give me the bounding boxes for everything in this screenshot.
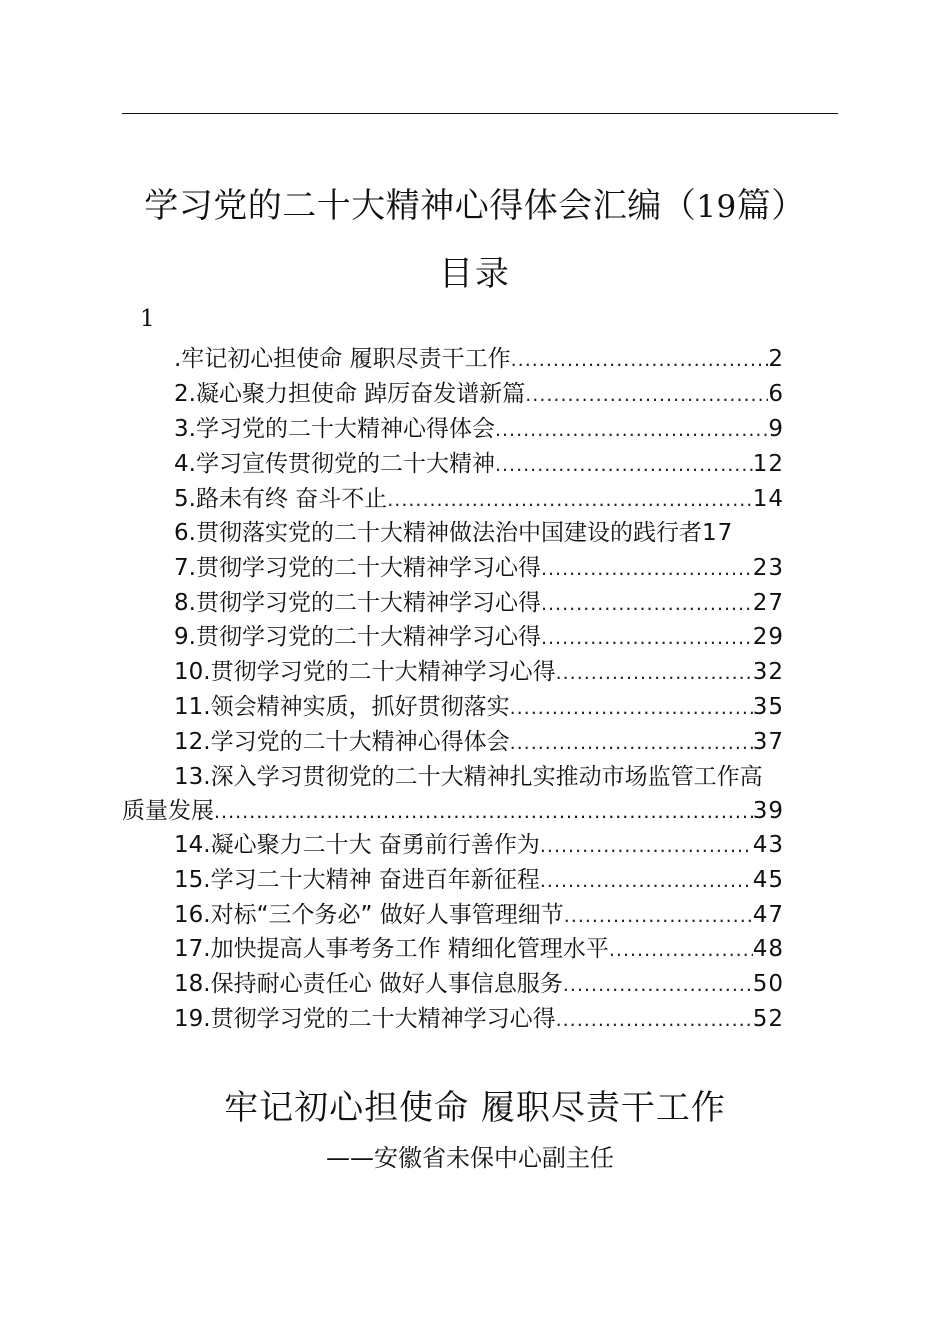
toc-entry-wrapped-line2[interactable] bbox=[122, 792, 784, 825]
toc-entry-page: 50 bbox=[752, 971, 784, 997]
toc-entry[interactable] bbox=[174, 340, 784, 374]
toc-entry[interactable] bbox=[174, 549, 784, 583]
toc-entry-page: 17 bbox=[701, 520, 734, 546]
toc-entry-page: 39 bbox=[752, 798, 784, 824]
toc-leader bbox=[563, 974, 753, 996]
toc-entry-title: .牢记初心担使命 履职尽责干工作 bbox=[174, 346, 511, 372]
toc-entry-wrapped-line1[interactable]: 13.深入学习贯彻党的二十大精神扎实推动市场监管工作高 bbox=[174, 764, 763, 790]
toc-entry-title: 4.学习宣传贯彻党的二十大精神 bbox=[174, 451, 495, 477]
toc-entry-page: 48 bbox=[752, 936, 784, 962]
toc-entry-page: 43 bbox=[752, 832, 784, 858]
toc-lead-number: 1 bbox=[140, 306, 155, 332]
toc-entry-title: 19.贯彻学习党的二十大精神学习心得 bbox=[174, 1006, 556, 1032]
toc-entry[interactable] bbox=[174, 653, 784, 687]
toc-entry-title: 11.领会精神实质，抓好贯彻落实 bbox=[174, 694, 510, 720]
toc-entry-title: 3.学习党的二十大精神心得体会 bbox=[174, 416, 495, 442]
toc-entry-title: 8.贯彻学习党的二十大精神学习心得 bbox=[174, 590, 541, 616]
toc-entry[interactable] bbox=[174, 826, 784, 860]
toc-entry[interactable] bbox=[174, 618, 784, 652]
toc-leader bbox=[564, 905, 753, 927]
toc-heading: 目录 bbox=[439, 254, 511, 294]
toc-entry-page: 23 bbox=[752, 555, 784, 581]
toc-entry-page: 45 bbox=[752, 867, 784, 893]
toc-leader bbox=[387, 489, 752, 511]
document-title bbox=[0, 178, 950, 227]
toc-entry-page: 14 bbox=[752, 486, 784, 512]
toc-entry-title: 10.贯彻学习党的二十大精神学习心得 bbox=[174, 659, 556, 685]
toc-entry-title: 14.凝心聚力二十大 奋勇前行善作为 bbox=[174, 832, 540, 858]
toc-entry[interactable] bbox=[174, 410, 784, 444]
toc-entry-title: 15.学习二十大精神 奋进百年新征程 bbox=[174, 867, 540, 893]
toc-leader bbox=[495, 419, 768, 441]
toc-entry-page: 2 bbox=[768, 346, 784, 372]
toc-entry-title: 16.对标“三个务必” 做好人事管理细节 bbox=[174, 902, 564, 928]
toc-entry[interactable] bbox=[174, 930, 784, 964]
toc-entry[interactable] bbox=[174, 1000, 784, 1034]
title-number: 19 bbox=[696, 189, 737, 225]
toc-entry-page: 6 bbox=[768, 381, 784, 407]
toc-leader bbox=[510, 732, 753, 754]
toc-entry[interactable] bbox=[174, 480, 784, 514]
toc-leader bbox=[525, 384, 768, 406]
toc-entry[interactable] bbox=[174, 584, 784, 618]
toc-entry-page: 52 bbox=[752, 1006, 784, 1032]
toc-entry-page: 35 bbox=[752, 694, 784, 720]
article-title: 牢记初心担使命 履职尽责干工作 bbox=[224, 1088, 726, 1128]
toc-entry-title: 6.贯彻落实党的二十大精神做法治中国建设的践行者 bbox=[174, 520, 702, 546]
toc-entry-page: 29 bbox=[752, 624, 784, 650]
toc-entry-title: 2.凝心聚力担使命 踔厉奋发谱新篇 bbox=[174, 381, 526, 407]
toc-entry[interactable] bbox=[174, 965, 784, 999]
toc-leader bbox=[540, 835, 753, 857]
toc-entry-title: 5.路未有终 奋斗不止 bbox=[174, 486, 388, 512]
title-suffix: 篇） bbox=[736, 186, 806, 226]
toc-entry-title: 9.贯彻学习党的二十大精神学习心得 bbox=[174, 624, 541, 650]
toc-entry-page: 9 bbox=[768, 416, 784, 442]
toc-entry[interactable] bbox=[174, 861, 784, 895]
toc-entry-title: 7.贯彻学习党的二十大精神学习心得 bbox=[174, 555, 541, 581]
toc-entry-page: 37 bbox=[752, 729, 784, 755]
toc-leader bbox=[556, 662, 753, 684]
toc-leader bbox=[495, 454, 753, 476]
toc-entry[interactable] bbox=[174, 896, 784, 930]
toc-leader bbox=[556, 1009, 753, 1031]
toc-entry-title: 12.学习党的二十大精神心得体会 bbox=[174, 729, 510, 755]
toc-entry[interactable] bbox=[174, 375, 784, 409]
toc-leader bbox=[541, 558, 753, 580]
toc-leader bbox=[511, 349, 769, 371]
toc-entry[interactable] bbox=[174, 514, 784, 548]
toc-entry-page: 47 bbox=[752, 902, 784, 928]
header-rule bbox=[122, 113, 838, 114]
toc-entry-page: 32 bbox=[752, 659, 784, 685]
article-subtitle: ——安徽省未保中心副主任 bbox=[326, 1144, 614, 1172]
toc-leader bbox=[214, 801, 753, 823]
toc-entry[interactable] bbox=[174, 688, 784, 722]
toc-entry[interactable] bbox=[174, 445, 784, 479]
toc-leader bbox=[510, 697, 753, 719]
title-prefix: 学习党的二十大精神心得体会汇编（ bbox=[144, 186, 697, 226]
toc-entry[interactable] bbox=[174, 723, 784, 757]
toc-leader bbox=[541, 593, 753, 615]
toc-entry-title: 18.保持耐心责任心 做好人事信息服务 bbox=[174, 971, 563, 997]
toc-leader bbox=[609, 939, 753, 961]
toc-entry-title: 17.加快提高人事考务工作 精细化管理水平 bbox=[174, 936, 609, 962]
toc-entry-page: 12 bbox=[752, 451, 784, 477]
toc-leader bbox=[540, 870, 753, 892]
toc-entry-page: 27 bbox=[752, 590, 784, 616]
toc-entry-title: 质量发展 bbox=[122, 798, 214, 824]
toc-leader bbox=[541, 627, 753, 649]
